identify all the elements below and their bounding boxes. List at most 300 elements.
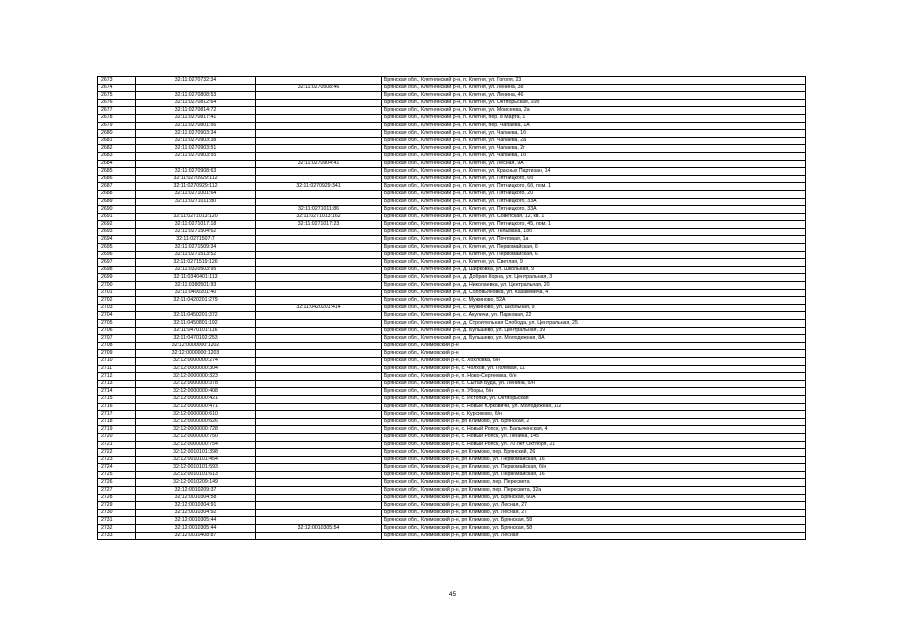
row-number-cell: 2715 (98, 395, 136, 403)
address-cell: Брянская обл., Климовский р-н, рп Климово, ул. Первомайская, б/н (382, 464, 806, 472)
table-row (98, 365, 806, 373)
address-cell: Брянская обл., Климовский р-н, рп Климово, ул. Брянская, 2 (382, 418, 806, 426)
object-number-cell (256, 168, 382, 176)
row-number-cell: 2722 (98, 449, 136, 457)
row-number-cell: 2687 (98, 183, 136, 191)
address-cell: Брянская обл., Клетнянский р-н, п. Клетня, ул. Пятницкого, 20 (382, 190, 806, 198)
cadastral-number-cell: 32:11:0400201:40 (136, 289, 256, 297)
cadastral-number-cell: 32:12:0000000:471 (136, 403, 256, 411)
address-cell: Брянская обл., Клетнянский р-н, п. Клетня, ул. Чапаева, 2а (382, 137, 806, 145)
cadastral-number-cell: 32:12:0000000:323 (136, 373, 256, 381)
cadastral-number-cell: 32:11:0320503:95 (136, 266, 256, 274)
cadastral-number-cell: 32:12:0000000:754 (136, 441, 256, 449)
row-number-cell: 2703 (98, 304, 136, 312)
table-row (98, 84, 806, 92)
cadastral-number-cell: 32:12:0000000:421 (136, 395, 256, 403)
object-number-cell (256, 327, 382, 335)
address-cell: Брянская обл., Климовский р-н, рп Климово, ул. Лесная (382, 532, 806, 540)
table-row (98, 92, 806, 100)
table-row (98, 388, 806, 396)
table-row (98, 532, 806, 540)
table-row (98, 320, 806, 328)
row-number-cell: 2727 (98, 487, 136, 495)
table-row (98, 471, 806, 479)
table-row (98, 426, 806, 434)
row-number-cell: 2675 (98, 92, 136, 100)
table-row (98, 77, 806, 85)
row-number-cell: 2730 (98, 509, 136, 517)
table-row (98, 190, 806, 198)
cadastral-number-cell: 32:11:0270808:53 (136, 92, 256, 100)
address-cell: Брянская обл., Клетнянский р-н, д. Добрая Корна, ул. Центральная, 3 (382, 274, 806, 282)
address-cell: Брянская обл., Климовский р-н, рп Климово, ул. Первомайская, 16 (382, 471, 806, 479)
table-row (98, 198, 806, 206)
table-row (98, 335, 806, 343)
cadastral-number-cell: 32:11:0270732:34 (136, 77, 256, 85)
object-number-cell (256, 198, 382, 206)
table-row (98, 449, 806, 457)
cadastral-number-cell: 32:11:0271001:64 (136, 190, 256, 198)
table-row (98, 236, 806, 244)
table-row (98, 525, 806, 533)
row-number-cell: 2695 (98, 244, 136, 252)
cadastral-number-cell: 32:11:0270812:64 (136, 99, 256, 107)
table-row (98, 342, 806, 350)
object-number-cell (256, 350, 382, 358)
cadastral-number-cell: 32:11:0270801:56 (136, 122, 256, 130)
address-cell: Брянская обл., Климовский р-н, п. Уборы, б/н (382, 388, 806, 396)
address-cell: Брянская обл., Клетнянский р-н, п. Клетня, ул. Моисеева, 2а (382, 107, 806, 115)
row-number-cell: 2709 (98, 350, 136, 358)
table-row (98, 266, 806, 274)
cadastral-number-cell: 32:11:0271513:52 (136, 251, 256, 259)
cadastral-number-cell: 32:11:0271013:120 (136, 213, 256, 221)
address-cell: Брянская обл., Клетнянский р-н, п. Клетня, ул. Пятницкого, 45, пом. 1 (382, 221, 806, 229)
table-row (98, 145, 806, 153)
row-number-cell: 2683 (98, 152, 136, 160)
row-number-cell: 2679 (98, 122, 136, 130)
row-number-cell: 2720 (98, 433, 136, 441)
object-number-cell (256, 357, 382, 365)
cadastral-number-cell: 32:11:0450801:192 (136, 320, 256, 328)
object-number-cell: 32:11:0270929:341 (256, 183, 382, 191)
cadastral-number-cell: 32:11:0340401:113 (136, 274, 256, 282)
row-number-cell: 2685 (98, 168, 136, 176)
cadastral-number-cell (136, 206, 256, 214)
cadastral-number-cell: 32:12:0010101:593 (136, 464, 256, 472)
cadastral-number-cell: 32:12:0000000:610 (136, 411, 256, 419)
table-row (98, 99, 806, 107)
row-number-cell: 2725 (98, 471, 136, 479)
object-number-cell (256, 274, 382, 282)
cadastral-number-cell: 32:11:0271509:34 (136, 244, 256, 252)
cadastral-number-cell: 32:12:0000000:378 (136, 380, 256, 388)
object-number-cell (256, 282, 382, 290)
table-row (98, 114, 806, 122)
object-number-cell (256, 395, 382, 403)
address-cell: Брянская обл., Клетнянский р-н, п. Клетня, ул. Тельмана, 18б (382, 228, 806, 236)
object-number-cell (256, 494, 382, 502)
object-number-cell (256, 479, 382, 487)
address-cell: Брянская обл., Клетнянский р-н, д. Соловьяновка, ул. Казакевича, 4 (382, 289, 806, 297)
row-number-cell: 2676 (98, 99, 136, 107)
row-number-cell: 2721 (98, 441, 136, 449)
table-row (98, 130, 806, 138)
row-number-cell: 2702 (98, 297, 136, 305)
address-cell: Брянская обл., Климовский р-н, п. Ново-Сергеевка, б/н (382, 373, 806, 381)
address-cell: Брянская обл., Клетнянский р-н, п. Клетня, ул. Пятницкого, 6б, пом. 1 (382, 183, 806, 191)
object-number-cell (256, 312, 382, 320)
table-row (98, 487, 806, 495)
row-number-cell: 2724 (98, 464, 136, 472)
object-number-cell (256, 411, 382, 419)
table-row (98, 213, 806, 221)
address-cell: Брянская обл., Клетнянский р-н, п. Клетня, ул. Лесная, 9А (382, 160, 806, 168)
object-number-cell: 32:11:0271017:23 (256, 221, 382, 229)
object-number-cell (256, 335, 382, 343)
row-number-cell: 2708 (98, 342, 136, 350)
table-row (98, 107, 806, 115)
address-cell: Брянская обл., Клетнянский р-н, с. Мужиново, 52А (382, 297, 806, 305)
address-cell: Брянская обл., Климовский р-н (382, 342, 806, 350)
cadastral-number-cell (136, 160, 256, 168)
cadastral-number-cell: 32:11:0270903:34 (136, 130, 256, 138)
cadastral-number-cell: 32:11:0271504:62 (136, 228, 256, 236)
cadastral-number-cell: 32:12:0010209:149 (136, 479, 256, 487)
object-number-cell (256, 426, 382, 434)
address-cell: Брянская обл., Клетнянский р-н, п. Клетня, ул. Советская, 12, кв. 1 (382, 213, 806, 221)
cadastral-number-cell: 32:11:0380501:93 (136, 282, 256, 290)
object-number-cell (256, 502, 382, 510)
table-row (98, 456, 806, 464)
table-row (98, 433, 806, 441)
cadastral-number-cell: 32:12:0000000:728 (136, 426, 256, 434)
table-row (98, 327, 806, 335)
row-number-cell: 2723 (98, 456, 136, 464)
row-number-cell: 2698 (98, 266, 136, 274)
object-number-cell (256, 266, 382, 274)
cadastral-number-cell: 32:12:0000000:1202 (136, 342, 256, 350)
address-cell: Брянская обл., Климовский р-н, рп Климово, ул. Брянская, 60А (382, 494, 806, 502)
object-number-cell: 32:11:0270904:41 (256, 160, 382, 168)
address-cell: Брянская обл., Климовский р-н, рп Климово, ул. Брянская, 58 (382, 525, 806, 533)
address-cell: Брянская обл., Клетнянский р-н, с. Мужиново, ул. Школьная, 9 (382, 304, 806, 312)
row-number-cell: 2711 (98, 365, 136, 373)
address-cell: Брянская обл., Климовский р-н, рп Климово, ул. Брянская, 58 (382, 517, 806, 525)
object-number-cell (256, 509, 382, 517)
object-number-cell (256, 130, 382, 138)
row-number-cell: 2719 (98, 426, 136, 434)
object-number-cell (256, 320, 382, 328)
address-cell: Брянская обл., Климовский р-н, с. Сытая Буда, ул. Ленина, б/н (382, 380, 806, 388)
address-cell: Брянская обл., Климовский р-н, рп Климово, пер. Пересвета (382, 479, 806, 487)
table-row (98, 350, 806, 358)
row-number-cell: 2693 (98, 228, 136, 236)
cadastral-number-cell: 32:11:0470102:253 (136, 335, 256, 343)
address-cell: Брянская обл., Клетнянский р-н, п. Клетня, ул. Красных Партизан, 14 (382, 168, 806, 176)
address-cell: Брянская обл., Клетнянский р-н, д. Николаевка, ул. Центральная, 20 (382, 282, 806, 290)
row-number-cell: 2699 (98, 274, 136, 282)
cadastral-number-cell: 32:12:0000000:626 (136, 418, 256, 426)
address-cell: Брянская обл., Клетнянский р-н, д. Строительная Слобода, ул. Центральная, 25 (382, 320, 806, 328)
row-number-cell: 2726 (98, 479, 136, 487)
table-row (98, 122, 806, 130)
table-row (98, 282, 806, 290)
cadastral-number-cell (136, 304, 256, 312)
row-number-cell: 2731 (98, 517, 136, 525)
row-number-cell: 2732 (98, 525, 136, 533)
cadastral-number-cell: 32:12:0010305:44 (136, 517, 256, 525)
row-number-cell: 2718 (98, 418, 136, 426)
registry-table-body (98, 77, 806, 540)
cadastral-number-cell: 32:12:0010101:613 (136, 471, 256, 479)
table-row (98, 251, 806, 259)
row-number-cell: 2691 (98, 213, 136, 221)
cadastral-number-cell: 32:11:0270903:38 (136, 137, 256, 145)
address-cell: Брянская обл., Клетнянский р-н, п. Клетня, ул. Чапаева, 2г (382, 145, 806, 153)
cadastral-number-cell: 32:11:0270903:55 (136, 152, 256, 160)
row-number-cell: 2681 (98, 137, 136, 145)
row-number-cell: 2728 (98, 494, 136, 502)
address-cell: Брянская обл., Клетнянский р-н, п. Клетня, ул. Чапаева, 1б (382, 152, 806, 160)
row-number-cell: 2696 (98, 251, 136, 259)
row-number-cell: 2682 (98, 145, 136, 153)
address-cell: Брянская обл., Клетнянский р-н, п. Клетня, ул. Ленина, 38 (382, 84, 806, 92)
row-number-cell: 2712 (98, 373, 136, 381)
row-number-cell: 2697 (98, 259, 136, 267)
object-number-cell (256, 289, 382, 297)
table-row (98, 168, 806, 176)
cadastral-number-cell: 32:12:0010304:92 (136, 509, 256, 517)
row-number-cell: 2692 (98, 221, 136, 229)
object-number-cell (256, 236, 382, 244)
table-row (98, 418, 806, 426)
address-cell: Брянская обл., Клетнянский р-н, д. Бульшево, ул. Молодежная, 8А (382, 335, 806, 343)
row-number-cell: 2673 (98, 77, 136, 85)
row-number-cell: 2686 (98, 175, 136, 183)
address-cell: Брянская обл., Клетнянский р-н, п. Клетня, ул. Первомайская, 6 (382, 244, 806, 252)
address-cell: Брянская обл., Клетнянский р-н, д. Ширковка, ул. Школьная, 9 (382, 266, 806, 274)
object-number-cell: 32:11:0271013:162 (256, 213, 382, 221)
row-number-cell: 2677 (98, 107, 136, 115)
row-number-cell: 2729 (98, 502, 136, 510)
object-number-cell (256, 388, 382, 396)
cadastral-number-cell: 32:11:0270908:63 (136, 168, 256, 176)
address-cell: Брянская обл., Климовский р-н, с. Истопки, ул. Октябрьская (382, 395, 806, 403)
cadastral-number-cell: 32:11:0270929:112 (136, 175, 256, 183)
row-number-cell: 2700 (98, 282, 136, 290)
address-cell: Брянская обл., Климовский р-н, с. Хохловка, б/н (382, 357, 806, 365)
cadastral-number-cell: 32:12:0010101:398 (136, 449, 256, 457)
row-number-cell: 2733 (98, 532, 136, 540)
cadastral-number-cell: 32:11:0271507:7 (136, 236, 256, 244)
table-row (98, 509, 806, 517)
address-cell: Брянская обл., Климовский р-н, рп Климово, ул. Первомайская, 16 (382, 456, 806, 464)
table-row (98, 357, 806, 365)
cadastral-number-cell: 32:12:0010209:37 (136, 487, 256, 495)
cadastral-number-cell: 32:12:0000000:1203 (136, 350, 256, 358)
object-number-cell (256, 433, 382, 441)
table-row (98, 160, 806, 168)
table-row (98, 411, 806, 419)
object-number-cell (256, 471, 382, 479)
object-number-cell (256, 114, 382, 122)
object-number-cell (256, 122, 382, 130)
object-number-cell (256, 259, 382, 267)
table-row (98, 380, 806, 388)
cadastral-number-cell: 32:11:0270929:112 (136, 183, 256, 191)
address-cell: Брянская обл., Клетнянский р-н, п. Клетня, ул. Гоголя, 23 (382, 77, 806, 85)
table-row (98, 289, 806, 297)
cadastral-number-cell: 32:11:0271017:18 (136, 221, 256, 229)
object-number-cell (256, 449, 382, 457)
address-cell: Брянская обл., Клетнянский р-н, п. Клетня, ул. Первомайская, 6 (382, 251, 806, 259)
row-number-cell: 2716 (98, 403, 136, 411)
object-number-cell (256, 107, 382, 115)
registry-table (97, 76, 806, 540)
table-row (98, 373, 806, 381)
object-number-cell (256, 403, 382, 411)
row-number-cell: 2717 (98, 411, 136, 419)
address-cell: Брянская обл., Климовский р-н, с. Новый Ропск, ул. Ленина, 145 (382, 433, 806, 441)
row-number-cell: 2684 (98, 160, 136, 168)
row-number-cell: 2690 (98, 206, 136, 214)
row-number-cell: 2694 (98, 236, 136, 244)
object-number-cell: 32:12:0010305:54 (256, 525, 382, 533)
row-number-cell: 2707 (98, 335, 136, 343)
object-number-cell (256, 99, 382, 107)
address-cell: Брянская обл., Клетнянский р-н, с. Акуличи, ул. Парковая, 22 (382, 312, 806, 320)
object-number-cell (256, 92, 382, 100)
table-row (98, 494, 806, 502)
object-number-cell (256, 77, 382, 85)
table-row (98, 312, 806, 320)
object-number-cell: 32:11:0270508:46 (256, 84, 382, 92)
address-cell: Брянская обл., Клетнянский р-н, п. Клетня, ул. Почтовая, 1а (382, 236, 806, 244)
cadastral-number-cell: 32:11:0470101:116 (136, 327, 256, 335)
address-cell: Брянская обл., Клетнянский р-н, п. Клетня, ул. Пятницкого, 33А (382, 206, 806, 214)
object-number-cell (256, 464, 382, 472)
address-cell: Брянская обл., Климовский р-н, с. Новые Юрковичи, ул. Молодежная, 1/2 (382, 403, 806, 411)
cadastral-number-cell: 32:12:0010101:454 (136, 456, 256, 464)
row-number-cell: 2678 (98, 114, 136, 122)
table-row (98, 137, 806, 145)
address-cell: Брянская обл., Климовский р-н, с. Новый Ропск, ул. 70 лет Октября, 21 (382, 441, 806, 449)
table-row (98, 152, 806, 160)
object-number-cell: 32:11:0420201:414 (256, 304, 382, 312)
table-row (98, 502, 806, 510)
row-number-cell: 2705 (98, 320, 136, 328)
address-cell: Брянская обл., Климовский р-н (382, 350, 806, 358)
cadastral-number-cell: 32:12:0000000:750 (136, 433, 256, 441)
object-number-cell (256, 487, 382, 495)
address-cell: Брянская обл., Клетнянский р-н, п. Клетня, ул. Октябрьская, 10б (382, 99, 806, 107)
address-cell: Брянская обл., Климовский р-н, с. Чолхов, ул. Полевая, 11 (382, 365, 806, 373)
address-cell: Брянская обл., Климовский р-н, рп Климово, пер. Брянский, 26 (382, 449, 806, 457)
table-row (98, 175, 806, 183)
table-row (98, 403, 806, 411)
object-number-cell: 32:11:0271011:86 (256, 206, 382, 214)
table-row (98, 464, 806, 472)
row-number-cell: 2704 (98, 312, 136, 320)
cadastral-number-cell: 32:12:0010408:87 (136, 532, 256, 540)
address-cell: Брянская обл., Климовский р-н, рп Климово, ул. Лесная, 27 (382, 509, 806, 517)
object-number-cell (256, 244, 382, 252)
cadastral-number-cell: 32:11:0270903:51 (136, 145, 256, 153)
object-number-cell (256, 373, 382, 381)
object-number-cell (256, 456, 382, 464)
table-row (98, 259, 806, 267)
table-row (98, 221, 806, 229)
address-cell: Брянская обл., Клетнянский р-н, п. Клетня, ул. Пятницкого, 33А (382, 198, 806, 206)
row-number-cell: 2680 (98, 130, 136, 138)
table-row (98, 441, 806, 449)
cadastral-number-cell: 32:11:0450201:372 (136, 312, 256, 320)
address-cell: Брянская обл., Клетнянский р-н, п. Клетня, ул. Светлая, 9 (382, 259, 806, 267)
cadastral-number-cell: 32:11:0271519:126 (136, 259, 256, 267)
table-row (98, 517, 806, 525)
cadastral-number-cell: 32:11:0271011:80 (136, 198, 256, 206)
row-number-cell: 2688 (98, 190, 136, 198)
object-number-cell (256, 297, 382, 305)
page-number: 45 (448, 591, 457, 598)
row-number-cell: 2710 (98, 357, 136, 365)
table-row (98, 395, 806, 403)
address-cell: Брянская обл., Клетнянский р-н, п. Клетня, ул. Чапаева, 1б (382, 130, 806, 138)
table-row (98, 297, 806, 305)
object-number-cell (256, 228, 382, 236)
address-cell: Брянская обл., Клетнянский р-н, д. Бульшево, ул. Центральная, 39 (382, 327, 806, 335)
cadastral-number-cell: 32:11:0270814:72 (136, 107, 256, 115)
cadastral-number-cell: 32:12:0010304:58 (136, 494, 256, 502)
cadastral-number-cell: 32:12:0000000:304 (136, 365, 256, 373)
address-cell: Брянская обл., Климовский р-н, с. Новый Ропск, ул. Балыченская, 4 (382, 426, 806, 434)
address-cell: Брянская обл., Климовский р-н, рп Климово, пер. Пересвета, 32а (382, 487, 806, 495)
row-number-cell: 2714 (98, 388, 136, 396)
object-number-cell (256, 137, 382, 145)
object-number-cell (256, 190, 382, 198)
object-number-cell (256, 441, 382, 449)
table-row (98, 479, 806, 487)
row-number-cell: 2701 (98, 289, 136, 297)
table-row (98, 304, 806, 312)
address-cell: Брянская обл., Клетнянский р-н, п. Клетня, ул. Пятницкого, 6б (382, 175, 806, 183)
object-number-cell (256, 380, 382, 388)
row-number-cell: 2689 (98, 198, 136, 206)
object-number-cell (256, 251, 382, 259)
address-cell: Брянская обл., Климовский р-н, с. Курсиково, б/н (382, 411, 806, 419)
address-cell: Брянская обл., Клетнянский р-н, п. Клетня, ул. Ленина, 46 (382, 92, 806, 100)
row-number-cell: 2706 (98, 327, 136, 335)
object-number-cell (256, 532, 382, 540)
object-number-cell (256, 365, 382, 373)
address-cell: Брянская обл., Клетнянский р-н, п. Клетня, пер. 8 Марта, 1 (382, 114, 806, 122)
table-row (98, 183, 806, 191)
cadastral-number-cell: 32:12:0010304:91 (136, 502, 256, 510)
address-cell: Брянская обл., Клетнянский р-н, п. Клетня, пер. Чапаева, 1А (382, 122, 806, 130)
table-row (98, 206, 806, 214)
cadastral-number-cell: 32:12:0000000:408 (136, 388, 256, 396)
table-row (98, 274, 806, 282)
object-number-cell (256, 517, 382, 525)
address-cell: Брянская обл., Климовский р-н, рп Климово, ул. Лесная, 27 (382, 502, 806, 510)
cadastral-number-cell: 32:11:0270817:41 (136, 114, 256, 122)
object-number-cell (256, 175, 382, 183)
cadastral-number-cell: 32:12:0010305:44 (136, 525, 256, 533)
object-number-cell (256, 418, 382, 426)
cadastral-number-cell: 32:11:0420201:279 (136, 297, 256, 305)
object-number-cell (256, 342, 382, 350)
